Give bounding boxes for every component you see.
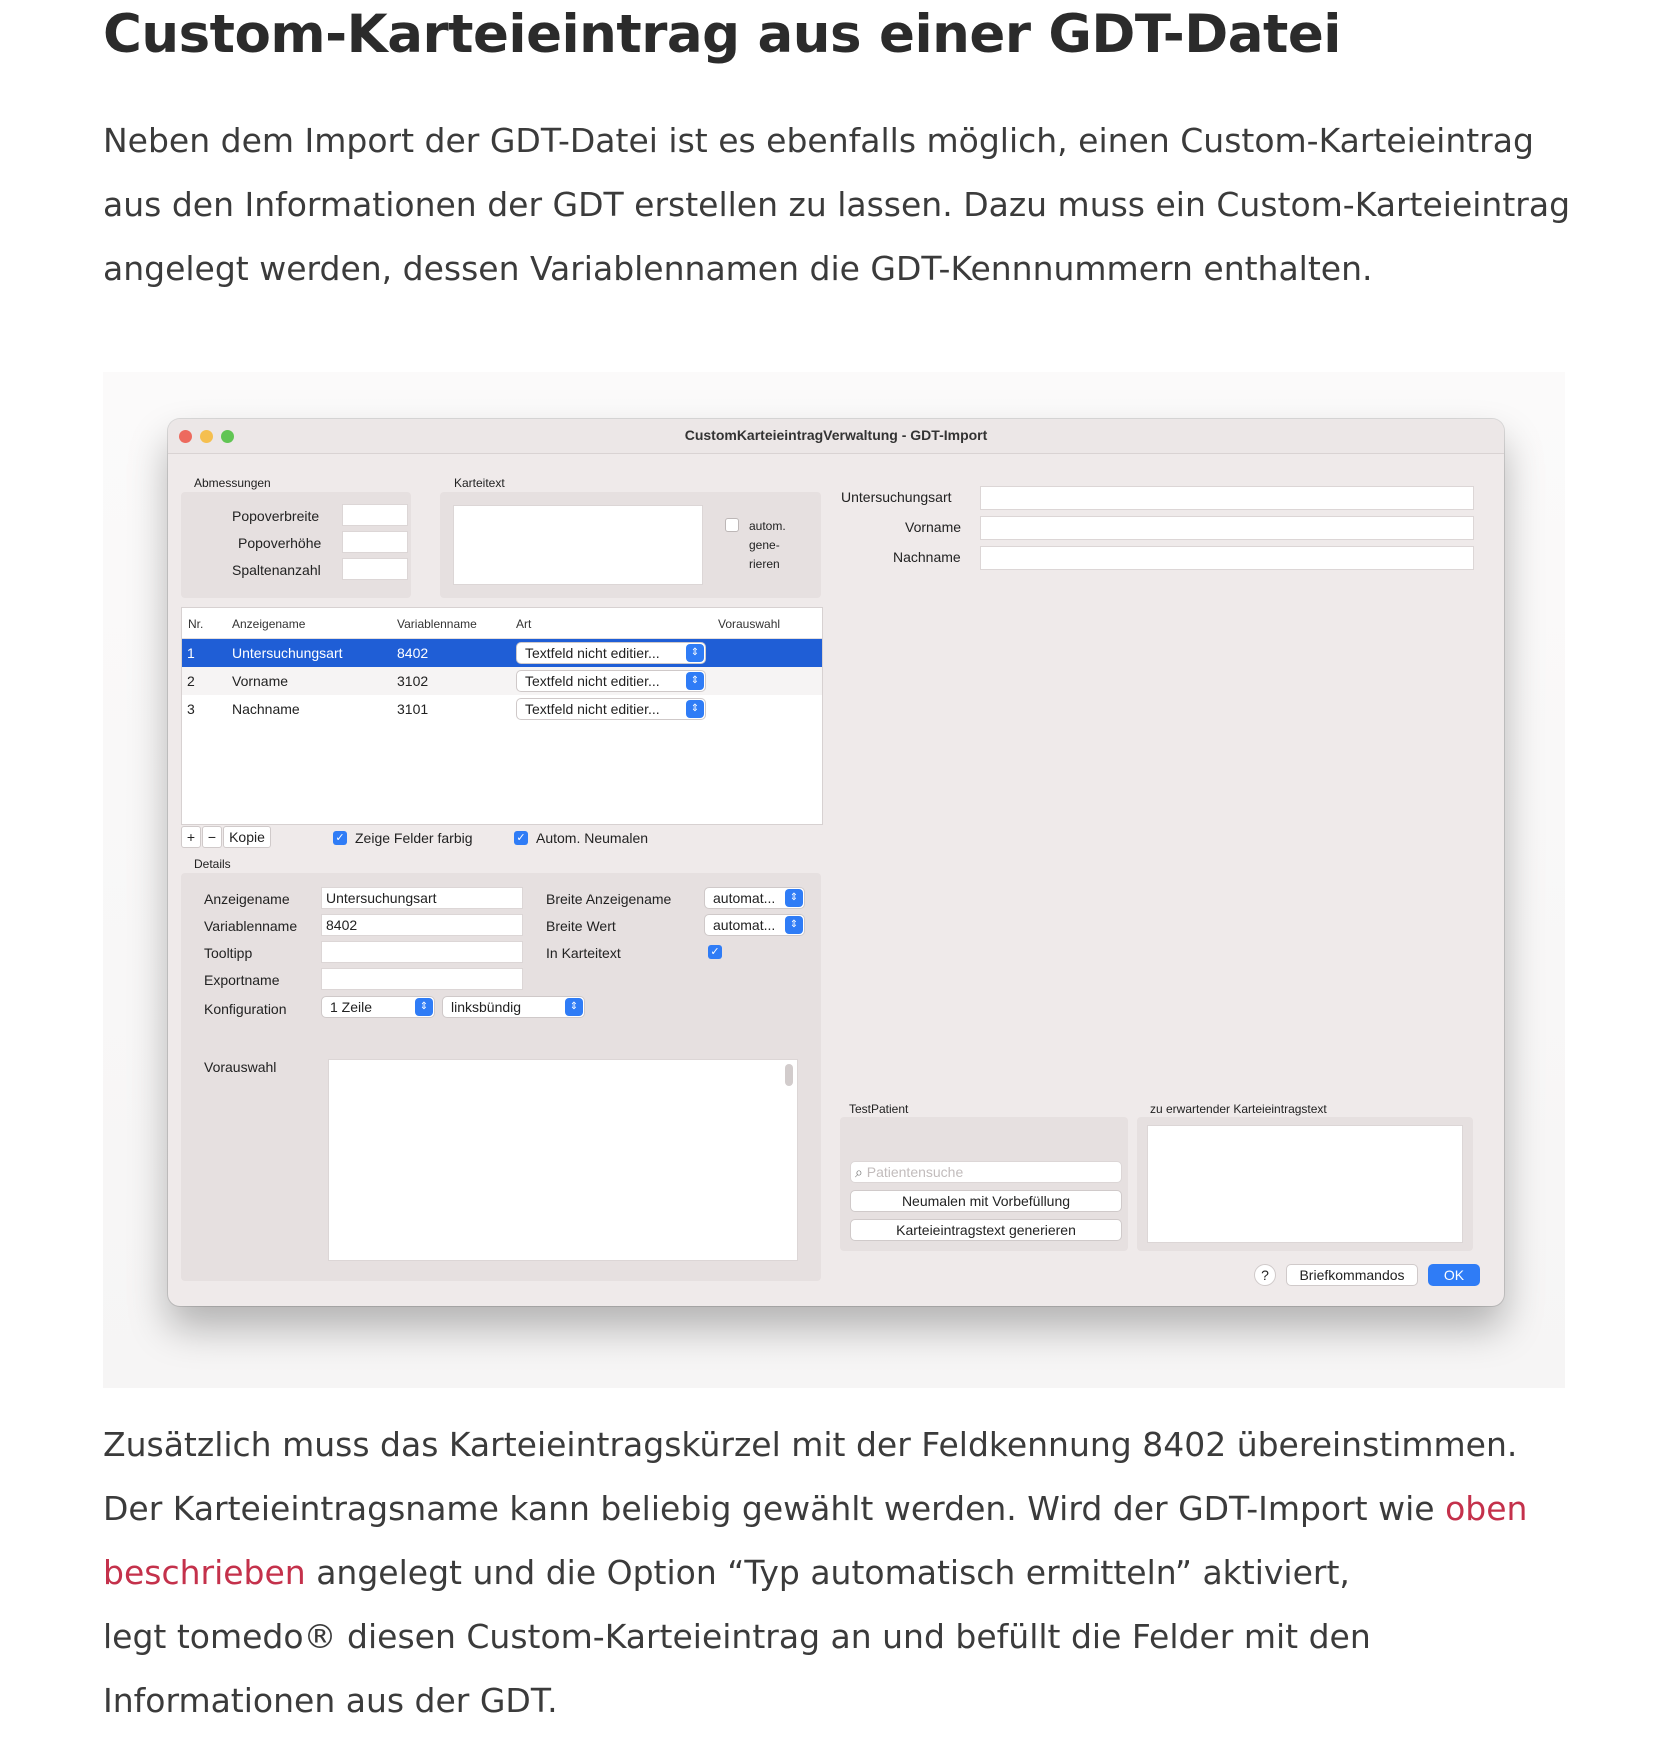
- row-nr: 3: [187, 701, 195, 717]
- chevron-updown-icon: ⇕: [686, 672, 704, 690]
- konfiguration-ausrichtung-value: linksbündig: [451, 999, 522, 1015]
- row-variablenname: 3102: [397, 673, 429, 689]
- vorauswahl-textarea[interactable]: [328, 1059, 798, 1261]
- karteieintragstext-generieren-button[interactable]: Karteieintragstext generieren: [850, 1219, 1122, 1241]
- popoverhoehe-input[interactable]: [342, 531, 408, 553]
- in-karteitext-checkbox[interactable]: ✓: [708, 945, 722, 959]
- patientensuche-input[interactable]: [850, 1161, 1122, 1183]
- breite-anzeigename-label: Breite Anzeigename: [546, 891, 672, 907]
- outro-text-2: angelegt und die Option “Typ automatisch ermitteln” aktiviert,: [305, 1553, 1350, 1592]
- autom-label-1: autom.: [749, 519, 786, 533]
- window-titlebar: [168, 419, 1504, 454]
- column-header-vorauswahl[interactable]: Vorauswahl: [718, 617, 781, 631]
- konfiguration-ausrichtung-select[interactable]: [442, 996, 585, 1018]
- row-art-value: Textfeld nicht editier...: [525, 673, 660, 689]
- anzeigename-label: Anzeigename: [204, 891, 290, 907]
- preview-vorname-input[interactable]: [980, 516, 1474, 540]
- abmessungen-title: Abmessungen: [194, 476, 271, 490]
- breite-anzeigename-select[interactable]: [704, 887, 805, 909]
- intro-paragraph: Neben dem Import der GDT-Datei ist es ebenfalls möglich, einen Custom-Karteieintrag aus den Informationen der GDT erstellen zu lassen. Dazu muss ein Custom-Karteieintrag angelegt werden, dessen Variablennamen die GDT-Kennnummern enthalten.: [103, 121, 1571, 288]
- chevron-updown-icon: ⇕: [565, 998, 583, 1016]
- chevron-updown-icon: ⇕: [785, 916, 803, 934]
- window-title: CustomKarteieintragVerwaltung - GDT-Import: [684, 427, 988, 443]
- breite-anzeigename-value: automat...: [713, 890, 776, 906]
- zeige-felder-farbig-checkbox[interactable]: ✓: [333, 831, 347, 845]
- chevron-updown-icon: ⇕: [686, 700, 704, 718]
- ok-button[interactable]: OK: [1428, 1264, 1480, 1286]
- konfiguration-zeilen-value: 1 Zeile: [330, 999, 373, 1015]
- row-nr: 2: [187, 673, 195, 689]
- help-button[interactable]: ?: [1254, 1264, 1276, 1286]
- popoverbreite-input[interactable]: [342, 504, 408, 526]
- breite-wert-value: automat...: [713, 917, 776, 933]
- neumalen-mit-vorbefuellung-button[interactable]: Neumalen mit Vorbefüllung: [850, 1190, 1122, 1212]
- zeige-felder-farbig-label: Zeige Felder farbig: [355, 830, 473, 846]
- variablenname-input[interactable]: 8402: [321, 914, 523, 936]
- testpatient-title: TestPatient: [849, 1102, 909, 1116]
- outro-paragraph: [103, 1413, 1583, 1733]
- row-art-select[interactable]: [516, 670, 706, 692]
- oben-beschrieben-link[interactable]: oben beschrieben: [103, 1489, 1528, 1592]
- preview-nachname-input[interactable]: [980, 546, 1474, 570]
- page-title: Custom-Karteieintrag aus einer GDT-Datei: [103, 4, 1341, 65]
- spaltenanzahl-label: Spaltenanzahl: [232, 562, 321, 578]
- autom-generieren-checkbox[interactable]: [725, 518, 739, 532]
- details-title: Details: [194, 857, 231, 871]
- row-variablenname: 8402: [397, 645, 429, 661]
- row-art-select[interactable]: [516, 698, 706, 720]
- preview-untersuchungsart-input[interactable]: [980, 486, 1474, 510]
- add-field-button[interactable]: +: [181, 826, 201, 848]
- anzeigename-input[interactable]: Untersuchungsart: [321, 887, 523, 909]
- vorauswahl-scrollbar[interactable]: [785, 1064, 793, 1086]
- exportname-label: Exportname: [204, 972, 280, 988]
- popoverbreite-label: Popoverbreite: [232, 508, 320, 524]
- autom-neumalen-checkbox[interactable]: ✓: [514, 831, 528, 845]
- outro-text-3: legt tomedo® diesen Custom-Karteieintrag an und befüllt die Felder mit den Informationen aus der GDT.: [103, 1617, 1371, 1720]
- preview-nachname-label: Nachname: [893, 549, 961, 565]
- kopie-button[interactable]: Kopie: [223, 826, 271, 848]
- row-nr: 1: [187, 645, 195, 661]
- column-header-anzeigename[interactable]: Anzeigename: [232, 617, 306, 631]
- column-header-art[interactable]: Art: [516, 617, 532, 631]
- exportname-input[interactable]: [321, 968, 523, 990]
- row-art-value: Textfeld nicht editier...: [525, 701, 660, 717]
- preview-vorname-label: Vorname: [905, 519, 962, 535]
- table-row[interactable]: [182, 639, 822, 667]
- chevron-updown-icon: ⇕: [415, 998, 433, 1016]
- chevron-updown-icon: ⇕: [785, 889, 803, 907]
- fields-table: [181, 607, 823, 825]
- variablenname-label: Variablenname: [204, 918, 298, 934]
- row-art-select[interactable]: [516, 642, 706, 664]
- konfiguration-label: Konfiguration: [204, 1001, 287, 1017]
- table-row[interactable]: [182, 695, 822, 723]
- breite-wert-label: Breite Wert: [546, 918, 616, 934]
- autom-label-2: gene-: [749, 538, 780, 552]
- column-header-variablenname[interactable]: Variablenname: [397, 617, 477, 631]
- app-window: [168, 419, 1504, 1306]
- chevron-updown-icon: ⇕: [686, 644, 704, 662]
- tooltipp-input[interactable]: [321, 941, 523, 963]
- erwartet-textarea[interactable]: [1147, 1125, 1463, 1243]
- search-icon: ⌕: [855, 1164, 863, 1180]
- in-karteitext-label: In Karteitext: [546, 945, 621, 961]
- autom-neumalen-label: Autom. Neumalen: [536, 830, 649, 846]
- briefkommandos-button[interactable]: Briefkommandos: [1286, 1264, 1418, 1286]
- erwartet-title: zu erwartender Karteieintragstext: [1150, 1102, 1327, 1116]
- preview-untersuchungsart-label: Untersuchungsart: [841, 489, 952, 505]
- breite-wert-select[interactable]: [704, 914, 805, 936]
- karteitext-title: Karteitext: [454, 476, 505, 490]
- row-art-value: Textfeld nicht editier...: [525, 645, 660, 661]
- karteitext-textarea[interactable]: [453, 505, 703, 585]
- vorauswahl-label: Vorauswahl: [204, 1059, 277, 1075]
- popoverhoehe-label: Popoverhöhe: [238, 535, 322, 551]
- row-anzeigename: Nachname: [232, 701, 300, 717]
- row-anzeigename: Vorname: [232, 673, 289, 689]
- tooltipp-label: Tooltipp: [204, 945, 253, 961]
- table-header: [182, 608, 822, 639]
- column-header-nr[interactable]: Nr.: [188, 617, 204, 631]
- row-variablenname: 3101: [397, 701, 429, 717]
- patientensuche-placeholder: Patientensuche: [866, 1164, 964, 1180]
- spaltenanzahl-input[interactable]: [342, 558, 408, 580]
- table-row[interactable]: [182, 667, 822, 695]
- konfiguration-zeilen-select[interactable]: [321, 996, 435, 1018]
- outro-text-1: Zusätzlich muss das Karteieintragskürzel mit der Feldkennung 8402 übereinstimmen. Der Karteieintragsname kann beliebig gewählt werden. Wird der GDT-Import wie: [103, 1425, 1518, 1528]
- remove-field-button[interactable]: −: [202, 826, 222, 848]
- autom-label-3: rieren: [749, 557, 780, 571]
- row-anzeigename: Untersuchungsart: [232, 645, 343, 661]
